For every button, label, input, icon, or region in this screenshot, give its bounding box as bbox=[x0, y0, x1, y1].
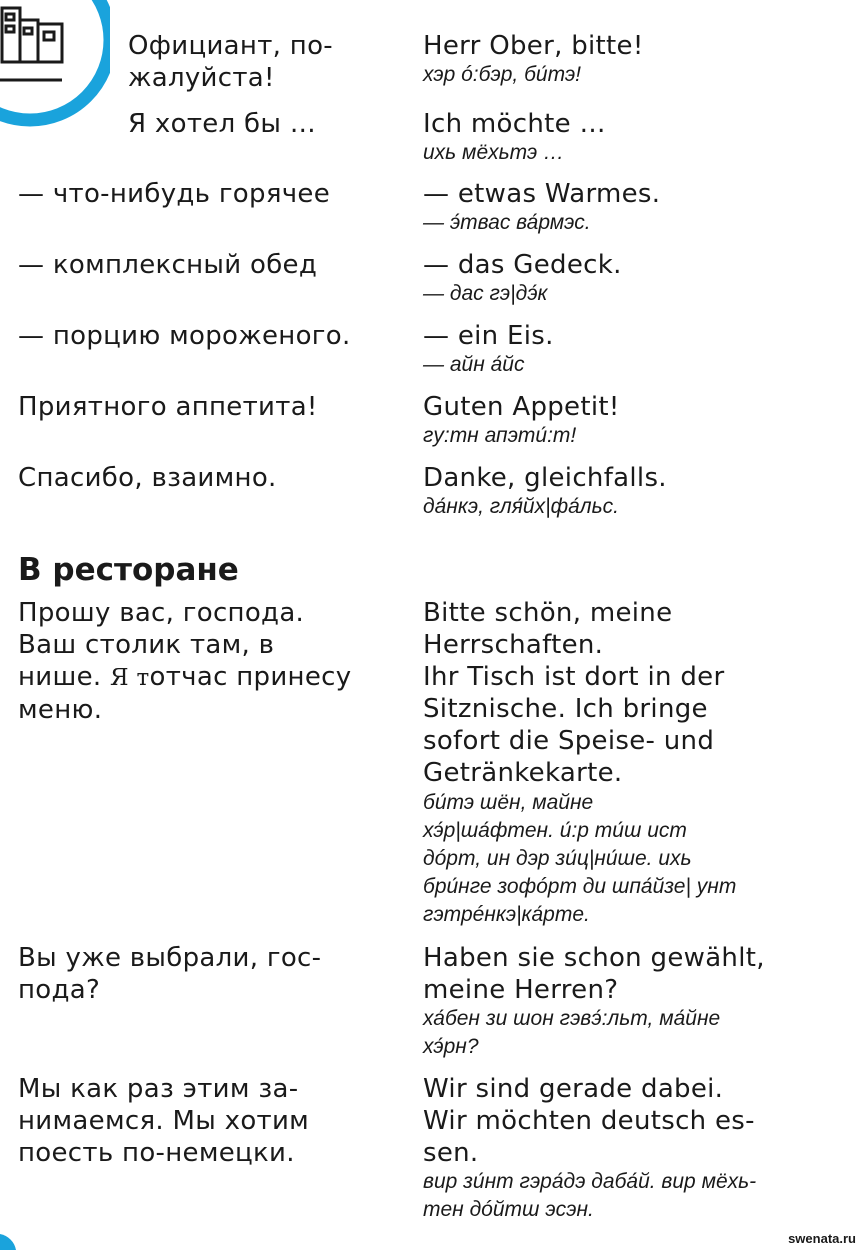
phrase-transcription: да́нкэ, гля́йх|фа́льс. bbox=[423, 495, 620, 518]
phrase-transcription: би́тэ шён, майне хэ́р|ша́фтен. и́:р ти́ш ист дóрт, ин дэр зи́ц|ни́ше. ихь бри́нге зофóрт ди шпа́йзе| унт гэтрéнкэ|ка́рте. bbox=[423, 791, 737, 926]
section-heading: В ресторане bbox=[18, 552, 239, 588]
phrase-de: Wir sind gerade dabei. Wir möchten deutsch es- sen. bbox=[423, 1074, 755, 1168]
phrase-ru: Спасибо, взаимно. bbox=[18, 463, 277, 493]
phrase-de: — ein Eis. bbox=[423, 321, 554, 351]
phrase-de: Danke, gleichfalls. bbox=[423, 463, 667, 493]
phrase-ru: Я хотел бы … bbox=[128, 109, 317, 139]
phrase-ru: Приятного аппетита! bbox=[18, 392, 318, 422]
phrase-ru: — порцию мороженого. bbox=[18, 321, 351, 351]
phrase-transcription: ихь мёхьтэ … bbox=[423, 141, 565, 164]
phrase-transcription: хэр ó:бэр, би́тэ! bbox=[423, 63, 582, 86]
phrase-transcription: — дас гэ|дэ́к bbox=[423, 282, 548, 305]
decorative-corner-arc bbox=[0, 1232, 20, 1250]
phrase-ru: — что-нибудь горячее bbox=[18, 179, 331, 209]
phrase-transcription: ха́бен зи шон гэвэ́:льт, ма́йне хэ́рн? bbox=[423, 1007, 721, 1058]
phrase-ru: Мы как раз этим за- нимаемся. Мы хотим поесть по-немецки. bbox=[18, 1074, 310, 1168]
phrase-transcription: вир зи́нт гэра́дэ даба́й. вир мёхь- тен дóйтш эсэн. bbox=[423, 1170, 757, 1221]
phrase-transcription: — э́твас ва́рмэс. bbox=[423, 211, 591, 234]
phrase-de: Herr Ober, bitte! bbox=[423, 31, 644, 61]
phrase-de: Ich möchte … bbox=[423, 109, 606, 139]
phrase-ru: Прошу вас, господа. Ваш столик там, в нише. Я тотчас принесу меню. bbox=[18, 598, 352, 725]
watermark: swenata.ru bbox=[788, 1231, 856, 1246]
phrase-ru: Вы уже выбрали, гос- пода? bbox=[18, 943, 322, 1005]
phrase-de: Haben sie schon gewählt, meine Herren? bbox=[423, 943, 765, 1005]
phrase-ru: — комплексный обед bbox=[18, 250, 318, 280]
phrase-de: — etwas Warmes. bbox=[423, 179, 661, 209]
phrase-de: Guten Appetit! bbox=[423, 392, 620, 422]
phrase-transcription: — айн а́йс bbox=[423, 353, 525, 376]
phrase-transcription: гу:тн апэти́:т! bbox=[423, 424, 577, 447]
phrase-ru: Официант, по- жалуйста! bbox=[128, 31, 333, 93]
phrase-de: — das Gedeck. bbox=[423, 250, 622, 280]
phrase-de: Bitte schön, meine Herrschaften. Ihr Tisch ist dort in der Sitznische. Ich bringe sofort die Speise- und Getränkekarte. bbox=[423, 598, 725, 788]
